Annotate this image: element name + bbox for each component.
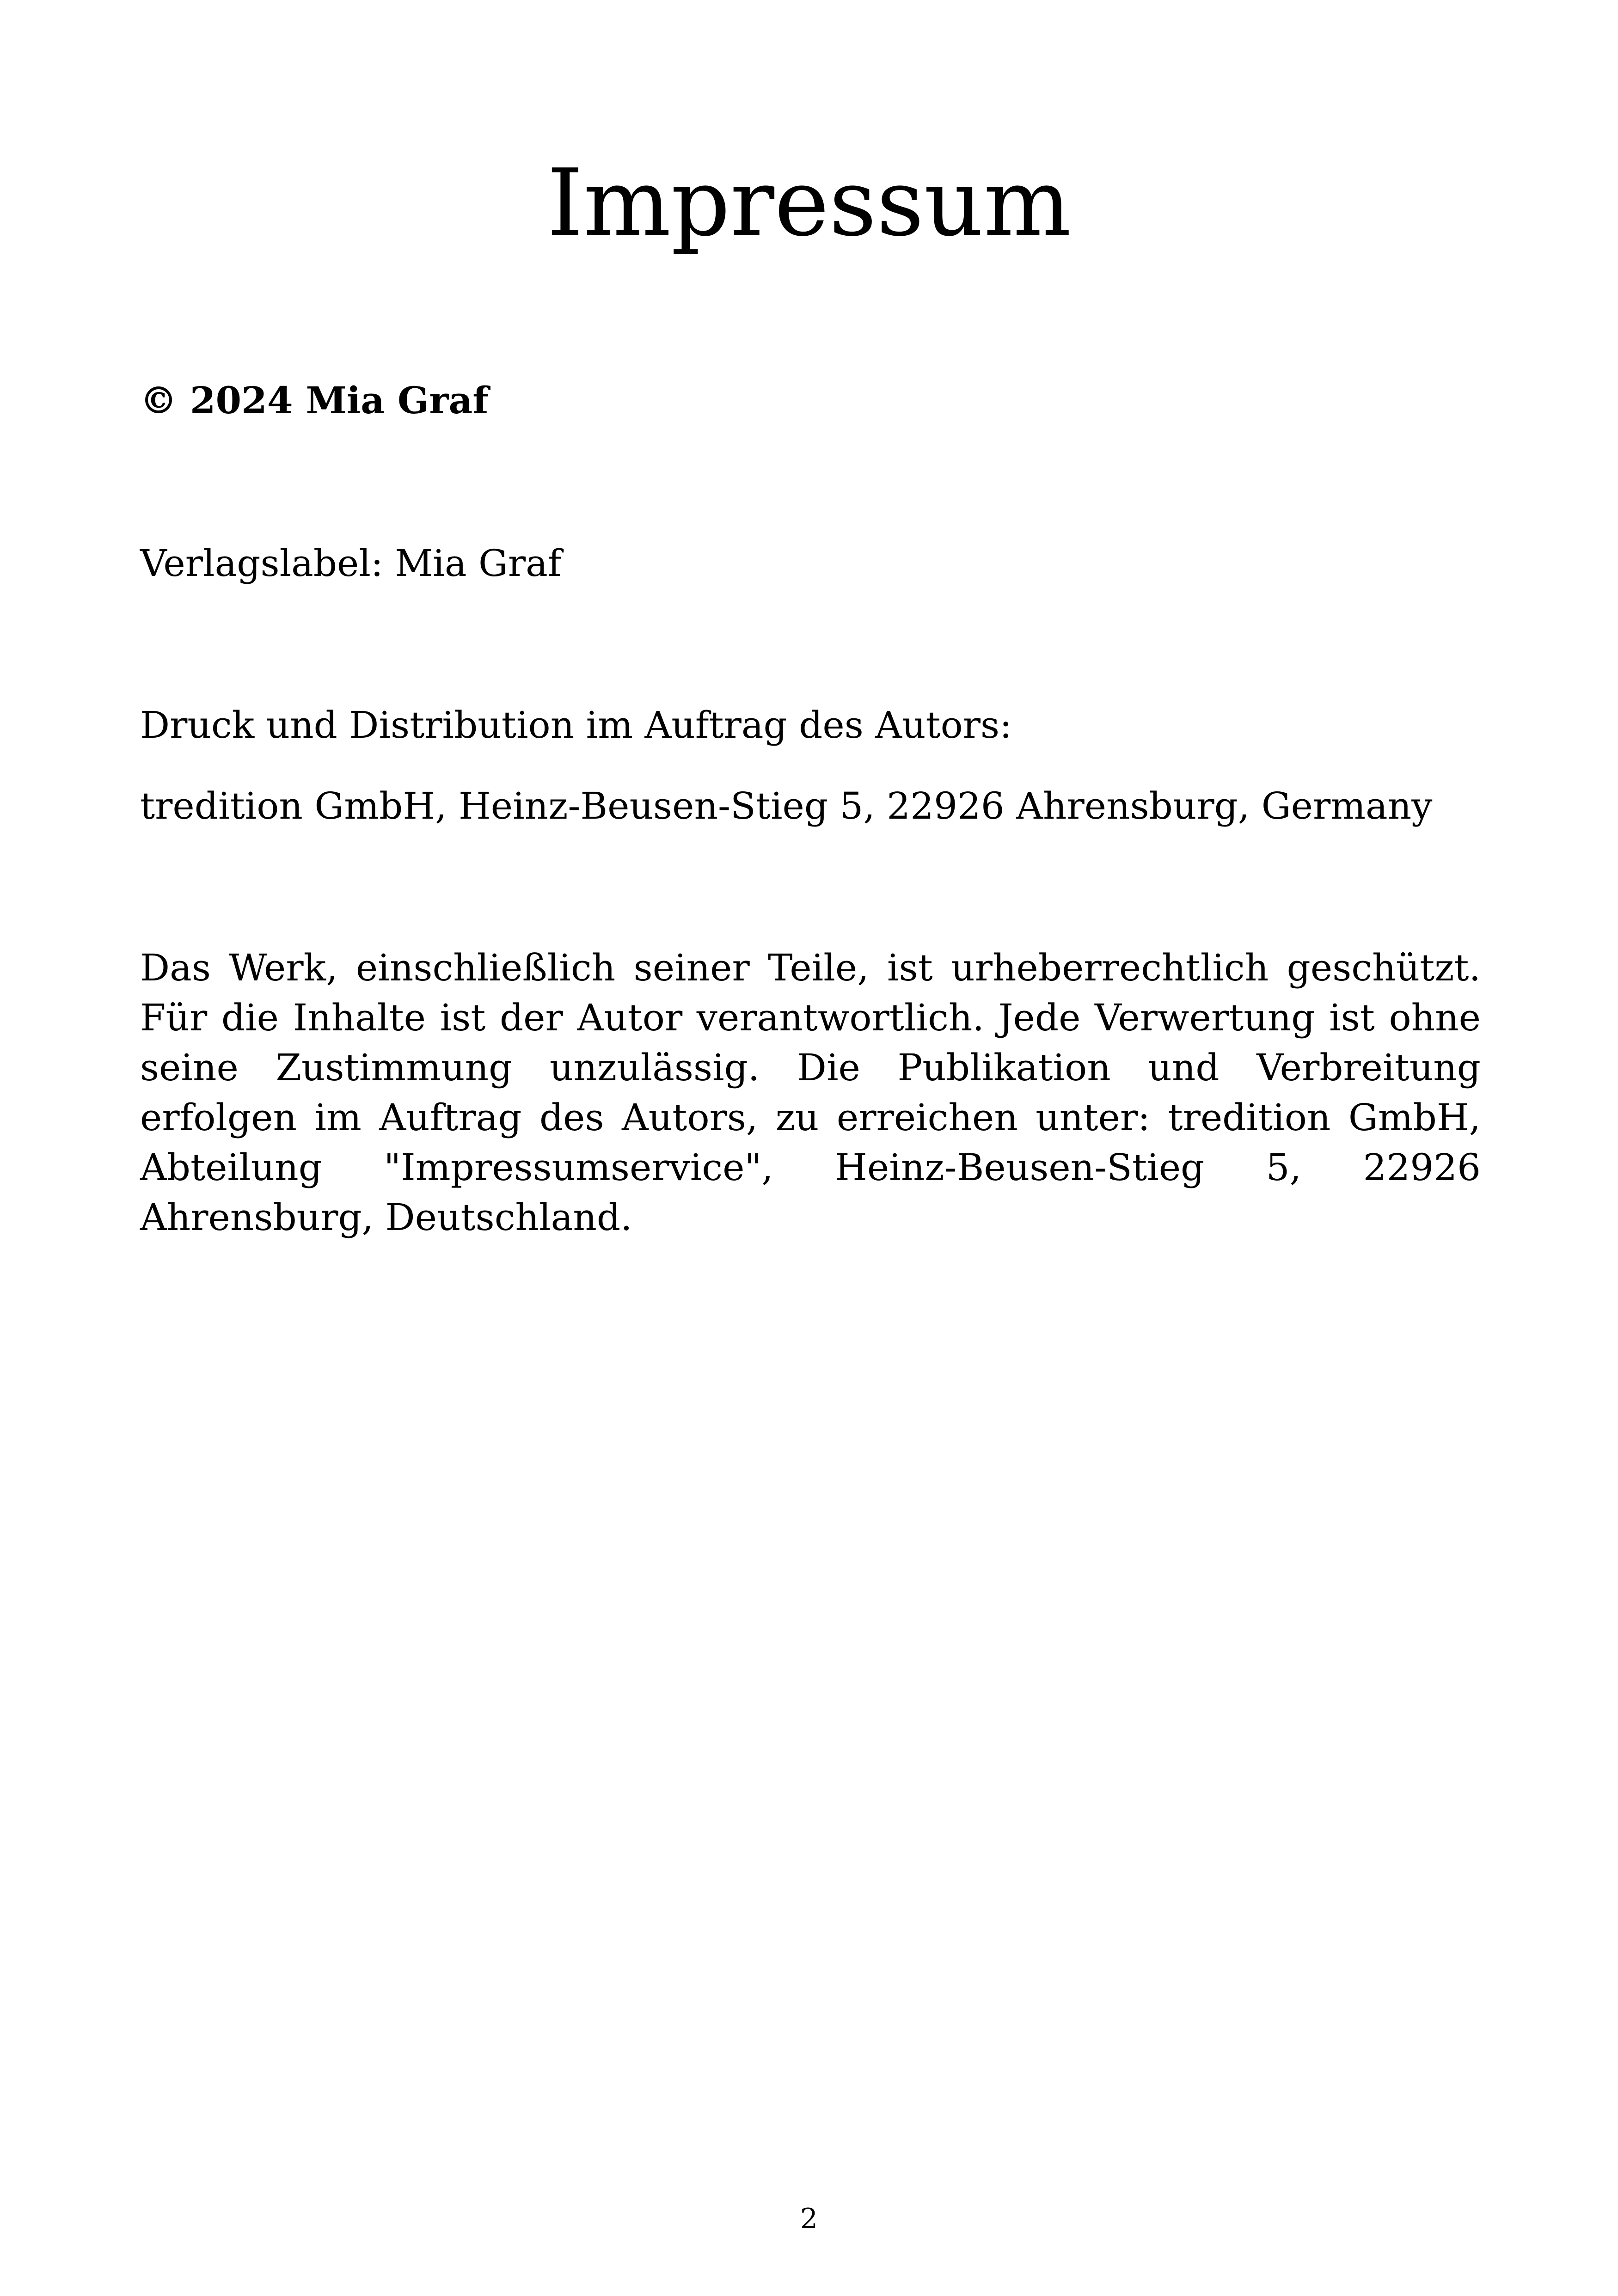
legal-notice: Das Werk, einschließlich seiner Teile, ist urheberrechtlich geschützt. Für die Inhalte ist der Autor verantwortlich. Jede Verwertung ist ohne seine Zustimmung unzulässig. Die Publikation und Verbreitung erfolgen im Auftrag des Autors, zu erreichen unter: tredition GmbH, Abteilung "Impressumservice", Heinz-Beusen-Stieg 5, 22926 Ahrensburg, Deutschland. xyxy=(140,946,1481,1239)
publisher-label: Verlagslabel: Mia Graf xyxy=(140,542,562,585)
copyright-notice: © 2024 Mia Graf xyxy=(140,379,489,422)
page-title: Impressum xyxy=(546,149,1072,257)
printer-address: tredition GmbH, Heinz-Beusen-Stieg 5, 22926 Ahrensburg, Germany xyxy=(140,784,1433,827)
page-number: 2 xyxy=(800,2203,818,2235)
print-distribution-heading: Druck und Distribution im Auftrag des Autors: xyxy=(140,704,1012,747)
